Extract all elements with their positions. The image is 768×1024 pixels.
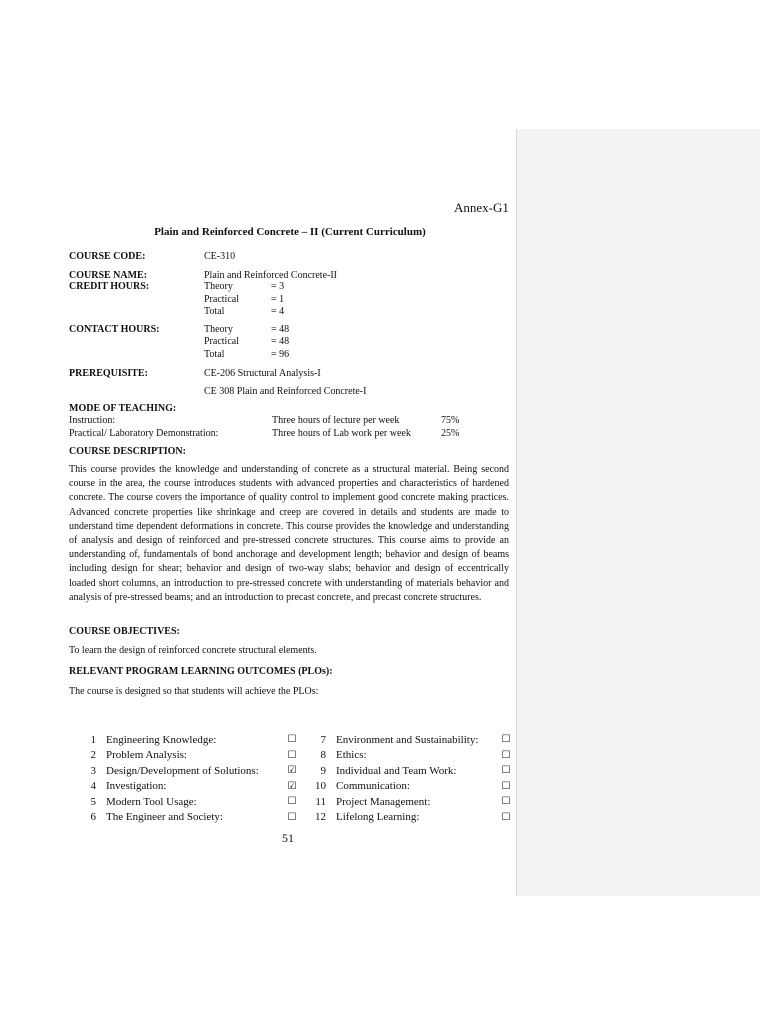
plos-label: RELEVANT PROGRAM LEARNING OUTCOMES (PLOs): — [69, 666, 333, 677]
contact-practical-name: Practical — [204, 336, 239, 347]
plo-row — [78, 732, 514, 748]
plo-row — [78, 779, 514, 795]
plo-name: Investigation: — [106, 780, 167, 793]
teaching-desc: Three hours of lecture per week — [272, 415, 400, 426]
contact-theory-value: = 48 — [271, 324, 290, 335]
plo-name: Ethics: — [336, 749, 367, 762]
prerequisite-label: PREREQUISITE: — [69, 368, 148, 379]
contact-total-value: = 96 — [271, 349, 290, 360]
plo-name: Modern Tool Usage: — [106, 795, 197, 808]
checkbox-icon[interactable]: ☐ — [501, 734, 511, 746]
checkbox-icon[interactable]: ☐ — [287, 734, 297, 746]
teaching-pct: 25% — [441, 428, 460, 439]
plo-name: The Engineer and Society: — [106, 811, 223, 824]
course-code-label: COURSE CODE: — [69, 251, 146, 262]
contact-total-name: Total — [204, 349, 225, 360]
plo-row — [78, 763, 514, 779]
plo-row — [78, 794, 514, 810]
plo-name: Design/Development of Solutions: — [106, 764, 259, 777]
checkbox-icon[interactable]: ☐ — [287, 796, 297, 808]
teaching-type: Instruction: — [69, 415, 116, 426]
plo-name: Lifelong Learning: — [336, 811, 420, 824]
plo-name: Individual and Team Work: — [336, 764, 457, 777]
plo-number: 2 — [90, 749, 96, 762]
page-number: 51 — [282, 831, 294, 845]
contact-hours-label: CONTACT HOURS: — [69, 324, 160, 335]
credit-practical-name: Practical — [204, 294, 239, 305]
credit-total-value: = 4 — [271, 306, 285, 317]
plo-number: 12 — [315, 811, 326, 824]
course-objectives-label: COURSE OBJECTIVES: — [69, 626, 180, 637]
plo-number: 4 — [90, 780, 96, 793]
plo-name: Project Management: — [336, 795, 431, 808]
teaching-type: Practical/ Laboratory Demonstration: — [69, 428, 219, 439]
credit-hours-label: CREDIT HOURS: — [69, 281, 150, 292]
mode-of-teaching-label: MODE OF TEACHING: — [69, 403, 177, 414]
plo-number: 3 — [90, 764, 96, 777]
plo-row — [78, 810, 514, 826]
checked-checkbox-icon[interactable]: ☑ — [287, 765, 297, 777]
comment-pane — [516, 129, 760, 896]
plo-name: Communication: — [336, 780, 410, 793]
contact-theory-name: Theory — [204, 324, 233, 335]
course-objectives-text: To learn the design of reinforced concrete structural elements. — [69, 645, 317, 656]
teaching-desc: Three hours of Lab work per week — [272, 428, 411, 439]
plo-number: 11 — [315, 795, 326, 808]
plo-name: Engineering Knowledge: — [106, 733, 217, 746]
checkbox-icon[interactable]: ☐ — [501, 765, 511, 777]
checked-checkbox-icon[interactable]: ☑ — [287, 780, 297, 792]
prerequisite-item: CE-206 Structural Analysis-I — [204, 368, 321, 379]
checkbox-icon[interactable]: ☐ — [501, 749, 511, 761]
checkbox-icon[interactable]: ☐ — [501, 780, 511, 792]
plo-number: 8 — [320, 749, 326, 762]
plo-number: 7 — [320, 733, 326, 746]
course-description-text: This course provides the knowledge and understanding of concrete as a structural material. Being second course in the area, the course introduces students with advanced properties and characteristics of hardened concrete. The course covers the importance of quality control to implement good concrete making practices. Advanced concrete properties like shrinkage and creep are covered in details and students are made to understand time dependent deformations in concrete. This course provides the knowledge and understanding of analysis and design of reinforced and pre-stressed concrete structures. This course aims to provide an understanding of, fundamentals of bond anchorage and development length; behavior and design of beams including design for shear; behavior and design of two-way slabs; behavior and design of eccentrically loaded short columns, an introduction to pre-stressed concrete with understanding of materials behavior and analysis of pre-stressed beams; and an introduction to precast concrete, and precast concrete structures. — [69, 464, 509, 603]
plo-number: 6 — [90, 811, 96, 824]
plo-table — [78, 732, 514, 825]
plo-number: 5 — [90, 795, 96, 808]
teaching-pct: 75% — [441, 415, 460, 426]
checkbox-icon[interactable]: ☐ — [501, 811, 511, 823]
contact-practical-value: = 48 — [271, 336, 290, 347]
plo-name: Environment and Sustainability: — [336, 733, 479, 746]
credit-theory-value: = 3 — [271, 281, 285, 292]
checkbox-icon[interactable]: ☐ — [287, 749, 297, 761]
course-description-label: COURSE DESCRIPTION: — [69, 446, 186, 457]
plo-number: 1 — [90, 733, 96, 746]
plo-name: Problem Analysis: — [106, 749, 187, 762]
plo-row — [78, 748, 514, 764]
document-title: Plain and Reinforced Concrete – II (Current Curriculum) — [154, 226, 426, 238]
credit-total-name: Total — [204, 306, 225, 317]
prerequisite-item: CE 308 Plain and Reinforced Concrete-I — [204, 386, 367, 397]
course-name-label: COURSE NAME: — [69, 270, 148, 281]
credit-theory-name: Theory — [204, 281, 233, 292]
checkbox-icon[interactable]: ☐ — [501, 796, 511, 808]
course-name-value: Plain and Reinforced Concrete-II — [204, 270, 338, 281]
plo-number: 9 — [320, 764, 326, 777]
plo-number: 10 — [315, 780, 326, 793]
checkbox-icon[interactable]: ☐ — [287, 811, 297, 823]
annex-label: Annex-G1 — [454, 200, 509, 215]
credit-practical-value: = 1 — [271, 294, 285, 305]
plos-intro: The course is designed so that students will achieve the PLOs: — [69, 686, 319, 697]
course-code-value: CE-310 — [204, 251, 236, 262]
